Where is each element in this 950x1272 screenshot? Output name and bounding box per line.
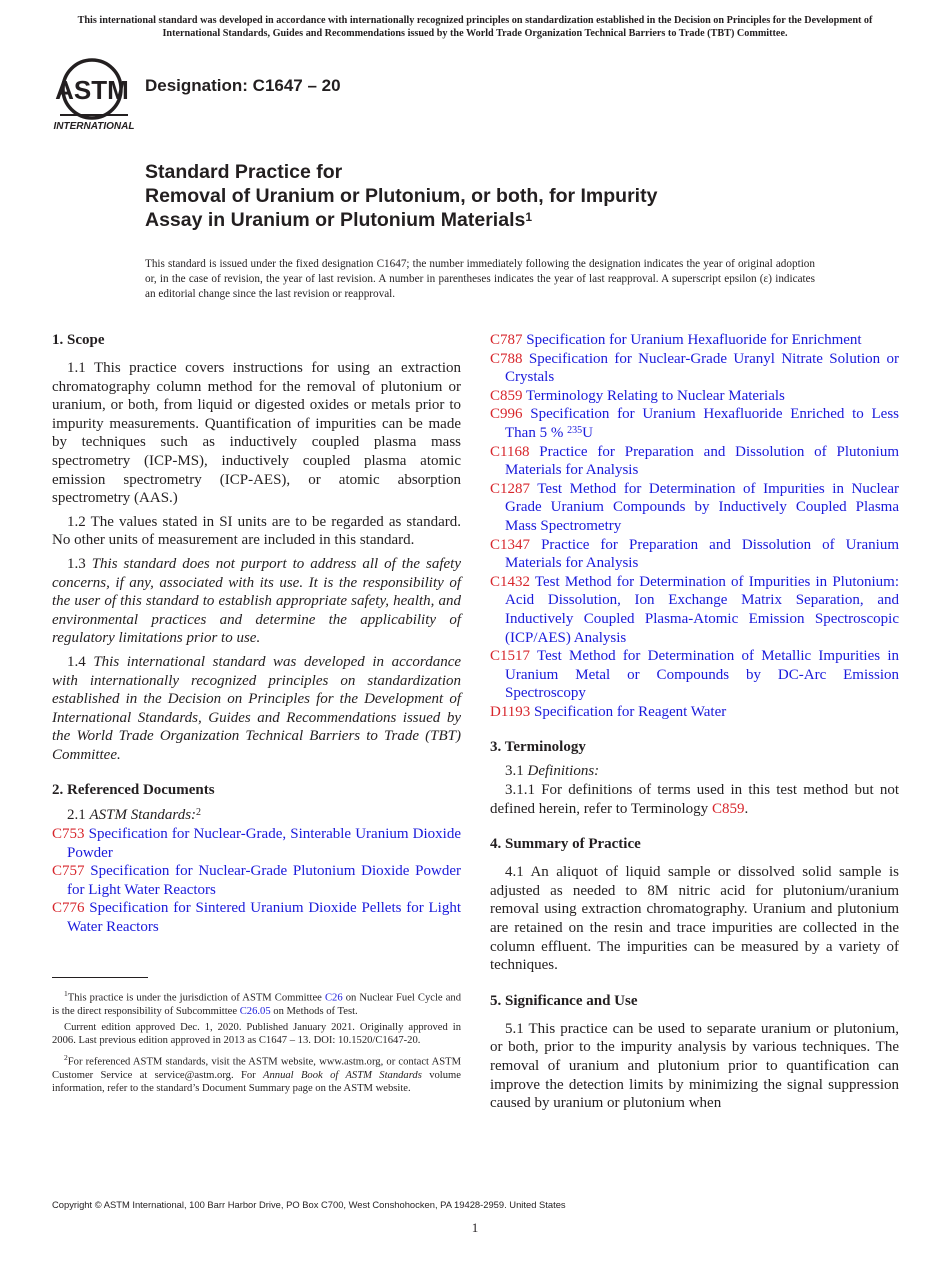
- edition-note: Current edition approved Dec. 1, 2020. Published January 2021. Originally approved in 2006. Last previous edition approved in 2013 as C1647 – 13. DOI: 10.1520/C1647-20.: [52, 1022, 461, 1047]
- logo-subtitle: INTERNATIONAL: [53, 121, 135, 132]
- footnote-1: $^1$This practice is under the jurisdiction of ASTM Committee C26 on Nuclear Fuel Cycle and is the direct responsibility of Subcommittee C26.05 on Methods of Test.: [52, 989, 462, 1017]
- reference-item[interactable]: [490, 573, 899, 647]
- left-column: [52, 331, 461, 937]
- reference-code: C1347: [490, 536, 531, 553]
- reference-item[interactable]: [490, 331, 899, 350]
- summary-heading: 4. Summary of Practice: [490, 836, 641, 853]
- terminology-heading: 3. Terminology: [490, 739, 586, 756]
- title-line-3: Assay in Uranium or Plutonium Materials$^1$: [145, 209, 533, 231]
- footnote-2: $^2$For referenced ASTM standards, visit the ASTM website, www.astm.org, or contact ASTM Customer Service at service@astm.org. For Annual Book of ASTM Standards volume information, refer to the standard’s Document Summary page on the ASTM website.: [52, 1052, 461, 1094]
- c859-link[interactable]: C859: [711, 800, 745, 817]
- para-3-1: 3.1 Definitions:: [505, 763, 600, 780]
- reference-title: Test Method for Determination of Impurities in Nuclear Grade Uranium Compounds by Inductively Coupled Plasma Mass Spectrometry: [505, 480, 899, 534]
- right-reference-list-b: [490, 443, 899, 722]
- reference-item[interactable]: [490, 536, 899, 573]
- reference-code: C788: [490, 350, 523, 367]
- reference-item[interactable]: [490, 387, 899, 406]
- footnotes: [52, 987, 461, 1098]
- para-4-1: 4.1 An aliquot of liquid sample or dissolved solid sample is adjusted as needed to 8M nitric acid for plutonium/uranium removal using extraction chromatography. Uranium and plutonium are retained on the resin and trace impurities are collected in the column effluent. The impurities can be measured by a variety of techniques.: [490, 864, 899, 974]
- issued-note: This standard is issued under the fixed designation C1647; the number immediately following the designation indicates the year of original adoption or, in the case of revision, the year of last revision. A number in parentheses indicates the year of last reapproval. A superscript epsilon (ε) indicates an editorial change since the last revision or reapproval.: [145, 258, 815, 301]
- title-line-2: Removal of Uranium or Plutonium, or both, for Impurity: [145, 185, 658, 207]
- para-1-1: 1.1 This practice covers instructions for using an extraction chromatography column method for the removal of plutonium or uranium, or both, from liquid or digested oxides or metals prior to impurity measurements. Quantification of impurities can be made by techniques such as inductively coupled plasma mass spectrometry (ICP-MS), inductively coupled plasma atomic emission spectrometry (ICP-AES), or atomic absorption spectrometry (AAS.): [52, 360, 461, 507]
- scope-heading: 1. Scope: [52, 332, 105, 348]
- designation: Designation: C1647 – 20: [145, 76, 341, 95]
- reference-item[interactable]: [52, 825, 461, 862]
- reference-code: C859: [490, 387, 523, 404]
- reference-code: C1168: [490, 443, 530, 460]
- reference-code: C776: [52, 900, 85, 917]
- c26-link[interactable]: C26: [324, 992, 343, 1004]
- reference-code: C1432: [490, 573, 531, 590]
- reference-title: Specification for Sintered Uranium Dioxide Pellets for Light Water Reactors: [67, 900, 461, 936]
- reference-item[interactable]: [490, 443, 899, 480]
- reference-title: Specification for Uranium Hexafluoride for Enrichment: [526, 332, 862, 348]
- significance-heading: 5. Significance and Use: [490, 992, 638, 1009]
- astm-logo: [52, 57, 136, 133]
- reference-code: C787: [490, 332, 523, 348]
- astm-standards-subheading: 2.1 ASTM Standards:$^2$: [67, 807, 202, 824]
- reference-title: Specification for Nuclear-Grade Plutonium Dioxide Powder for Light Water Reactors: [67, 863, 461, 898]
- left-reference-list: [52, 825, 461, 937]
- referenced-docs-heading: 2. Referenced Documents: [52, 782, 215, 799]
- para-1-2: 1.2 The values stated in SI units are to be regarded as standard. No other units of measurement are included in this standard.: [52, 513, 461, 549]
- reference-item[interactable]: C996 Specification for Uranium Hexafluoride Enriched to Less Than 5 % $^{235}$U: [490, 406, 899, 441]
- reference-code: D1193: [490, 703, 531, 720]
- reference-item[interactable]: [52, 899, 461, 936]
- reference-item[interactable]: [490, 647, 899, 703]
- document-title: [145, 160, 845, 232]
- reference-title: Specification for Nuclear-Grade Uranyl Nitrate Solution or Crystals: [505, 350, 899, 386]
- footnote-2-mark[interactable]: 2: [196, 807, 202, 819]
- reference-code: C1517: [490, 648, 531, 665]
- para-1-3: 1.3 This standard does not purport to address all of the safety concerns, if any, associated with its use. It is the responsibility of the user of this standard to establish appropriate safety, health, and environmental practices and determine the applicability of regulatory limitations prior to use.: [52, 555, 462, 647]
- reference-title: Specification for Nuclear-Grade, Sinterable Uranium Dioxide Powder: [67, 826, 461, 861]
- footnote-divider: [52, 977, 148, 978]
- para-3-1-1: 3.1.1 For definitions of terms used in this test method but not defined herein, refer to Terminology C859.: [490, 782, 899, 817]
- para-5-1: 5.1 This practice can be used to separate uranium or plutonium, or both, prior to the impurity analysis by various techniques. The removal of uranium and plutonium prior to quantification can improve the detection limits by minimizing the signal suppression caused by uranium or plutonium when: [490, 1020, 899, 1112]
- copyright-line: Copyright © ASTM International, 100 Barr Harbor Drive, PO Box C700, West Conshohocken, PA 19428-2959. United States: [52, 1199, 566, 1210]
- reference-title: Test Method for Determination of Metallic Impurities in Uranium Metal or Compounds by DC-Arc Emission Spectroscopy: [505, 648, 899, 702]
- reference-item[interactable]: [490, 703, 899, 722]
- reference-code: C757: [52, 863, 85, 880]
- reference-title: Practice for Preparation and Dissolution of Plutonium Materials for Analysis: [505, 443, 899, 479]
- reference-item[interactable]: [490, 480, 899, 536]
- title-line-1: Standard Practice for: [145, 161, 343, 183]
- reference-title: Specification for Reagent Water: [534, 703, 727, 720]
- reference-item[interactable]: [52, 862, 461, 899]
- para-1-4: 1.4 This international standard was developed in accordance with internationally recognized principles on standardization established in the Decision on Principles for the Development of International Standards, Guides and Recommendations issued by the World Trade Organization Technical Barriers to Trade (TBT) Committee.: [52, 653, 462, 763]
- trade-notice-banner: This international standard was developed in accordance with internationally recognized principles on standardization established in the Decision on Principles for the Development of International Standards, Guides and Recommendations issued by the World Trade Organization Technical Barriers to Trade (TBT) Committee.: [77, 15, 873, 39]
- right-reference-list-a: [490, 331, 899, 405]
- reference-item[interactable]: [490, 350, 899, 387]
- reference-title: Practice for Preparation and Dissolution of Uranium Materials for Analysis: [505, 536, 899, 572]
- reference-code: C753: [52, 826, 85, 843]
- reference-title: Terminology Relating to Nuclear Materials: [526, 387, 785, 404]
- title-footnote-mark[interactable]: 1: [525, 210, 533, 224]
- reference-title: Test Method for Determination of Impurities in Plutonium: Acid Dissolution, Ion Exchange Matrix Separation, and Inductively Coupled Plasma-Atomic Emission Spectroscopic (ICP/AES) Analysis: [505, 573, 899, 646]
- right-column: [490, 331, 899, 1118]
- page-number: 1: [471, 1220, 479, 1235]
- reference-code: C1287: [490, 480, 531, 497]
- logo-letters: ASTM: [55, 75, 129, 105]
- c26-05-link[interactable]: C26.05: [239, 1005, 271, 1017]
